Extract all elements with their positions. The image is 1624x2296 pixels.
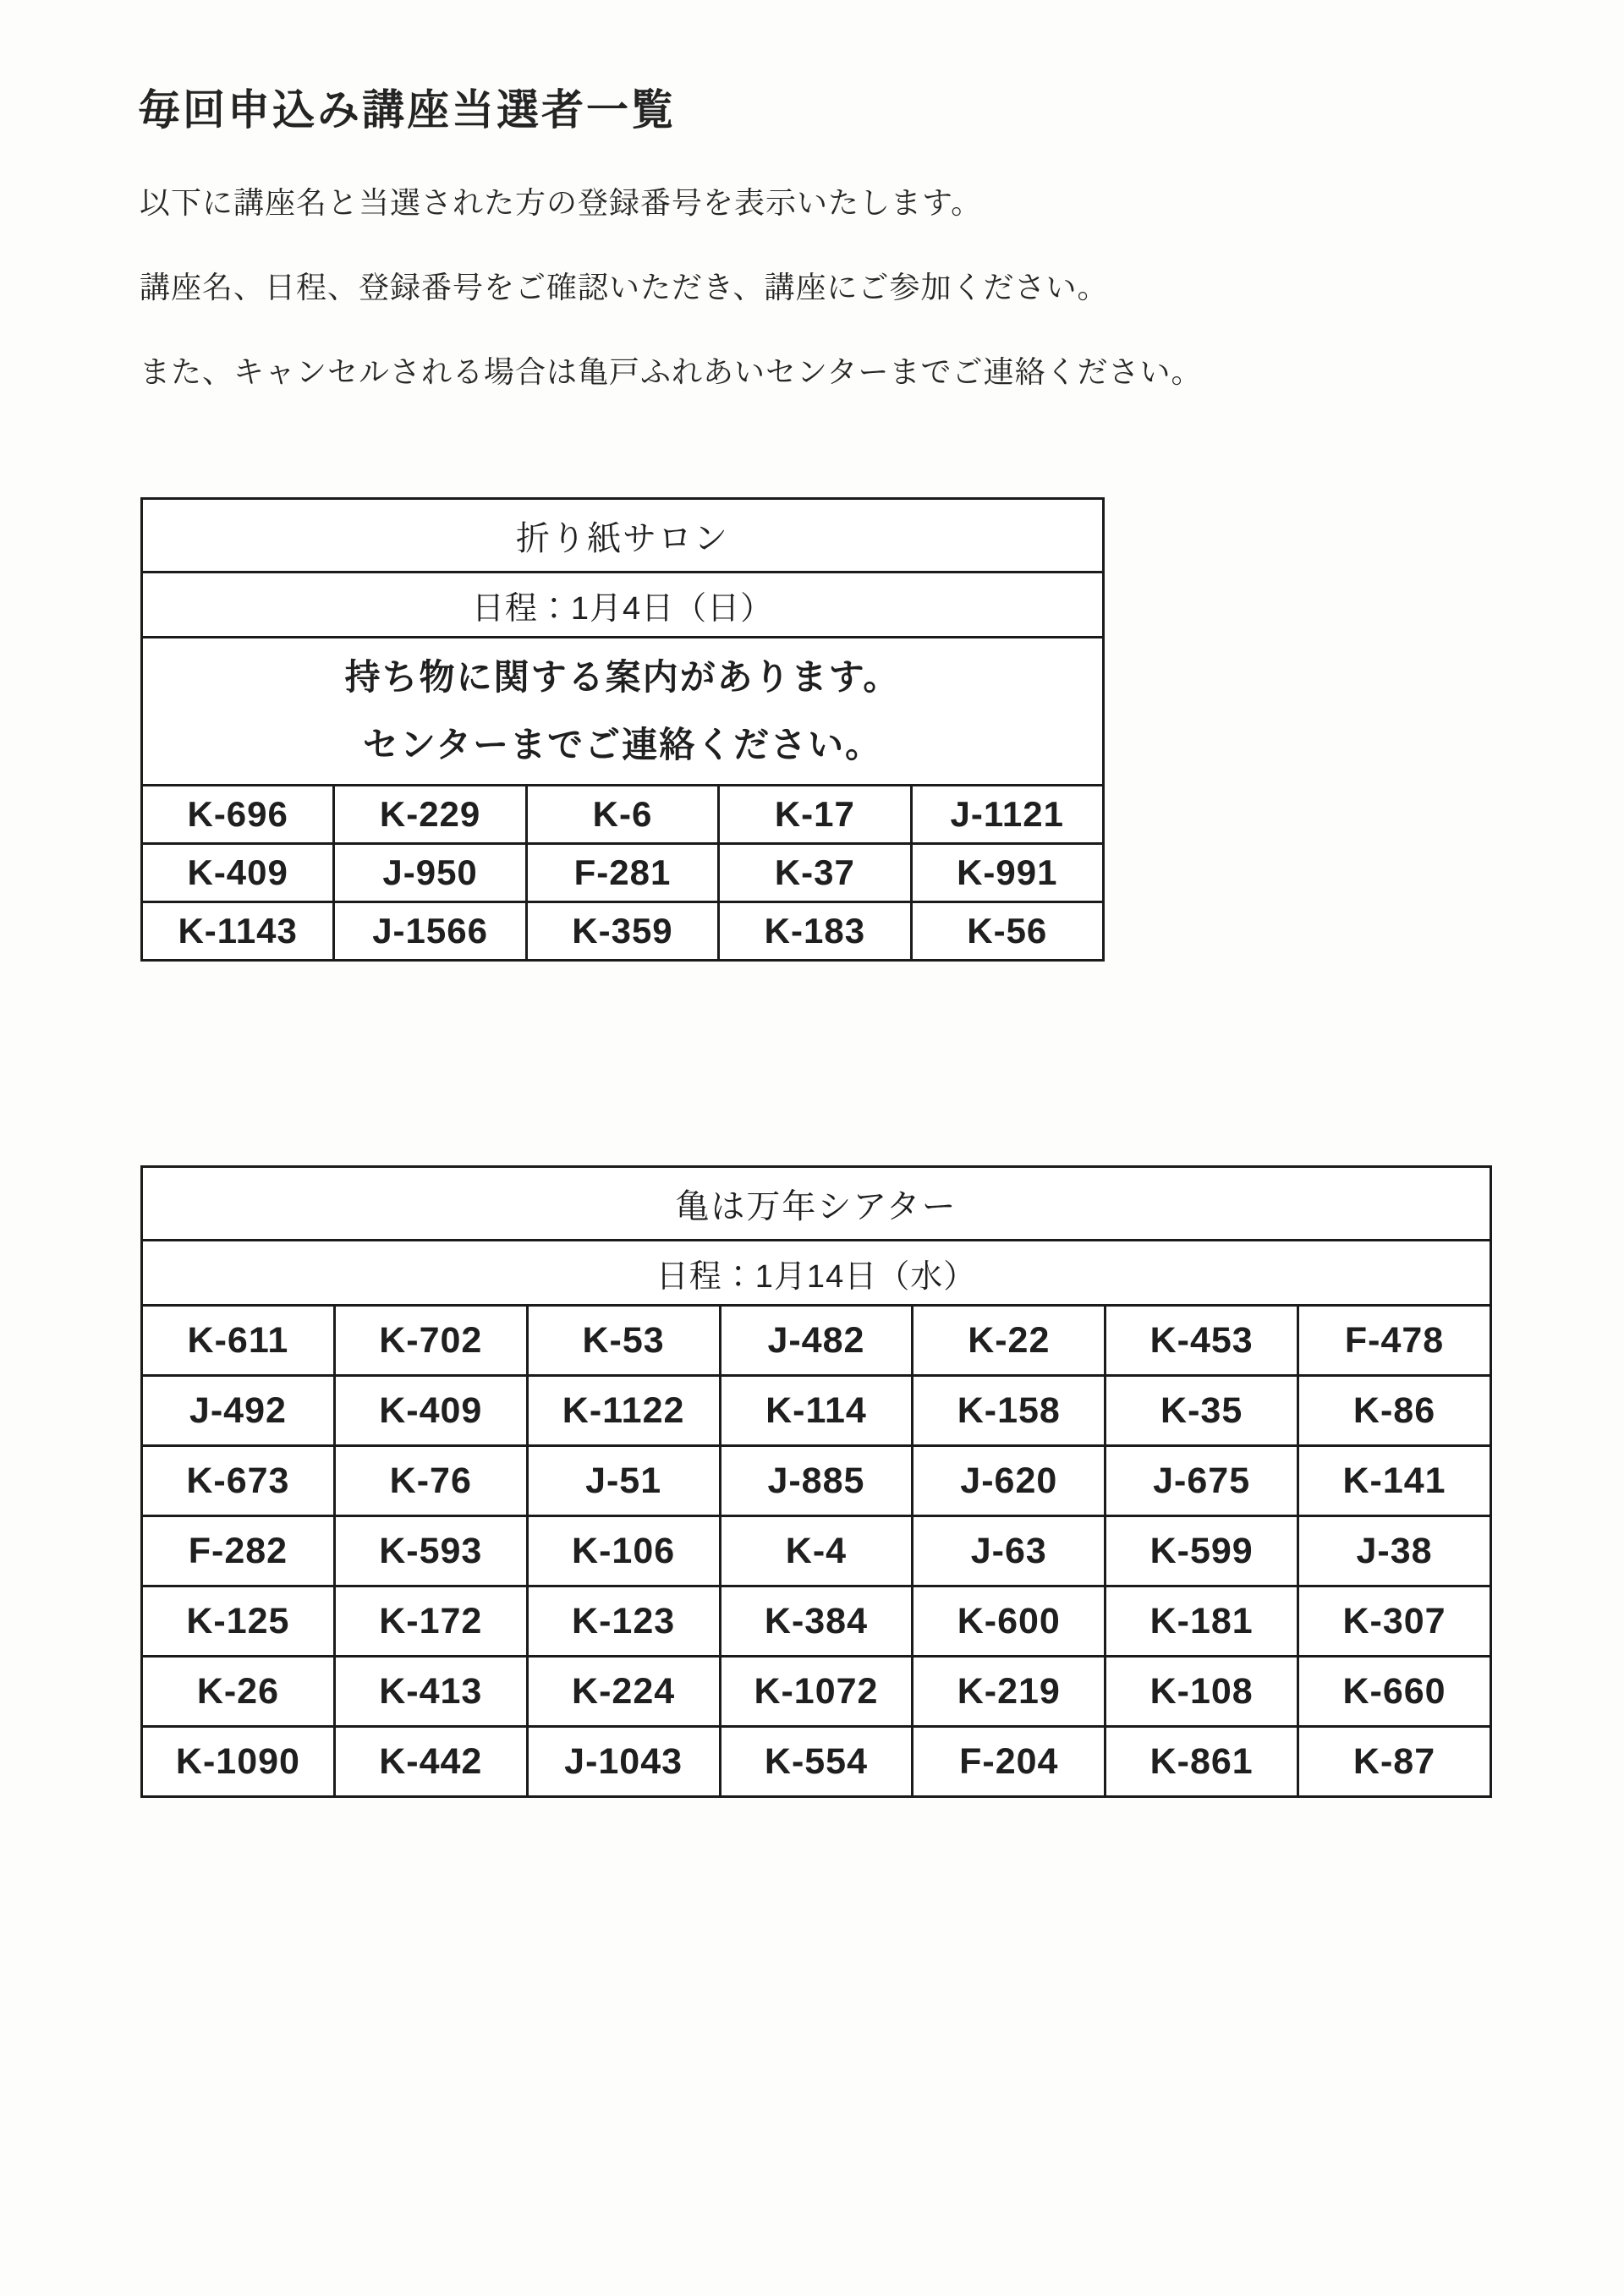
- course-note-line-1: 持ち物に関する案内があります。: [344, 657, 901, 697]
- registration-number-cell: K-1122: [527, 1376, 720, 1446]
- registration-number-cell: K-183: [719, 902, 911, 961]
- winner-row: [142, 1657, 1491, 1727]
- registration-number-cell: K-125: [142, 1586, 335, 1657]
- course-note: [142, 638, 1104, 786]
- registration-number-cell: K-593: [334, 1516, 527, 1586]
- course-schedule-row: [142, 573, 1104, 638]
- winner-row: [142, 1586, 1491, 1657]
- registration-number-cell: K-1072: [720, 1657, 913, 1727]
- winner-table-kame-theater: [140, 1165, 1492, 1798]
- registration-number-cell: K-35: [1106, 1376, 1298, 1446]
- winner-row: [142, 1727, 1491, 1797]
- registration-number-cell: K-1143: [142, 902, 334, 961]
- registration-number-cell: K-86: [1298, 1376, 1491, 1446]
- registration-number-cell: J-63: [913, 1516, 1106, 1586]
- registration-number-cell: K-56: [911, 902, 1103, 961]
- registration-number-cell: K-219: [913, 1657, 1106, 1727]
- winner-number-grid: [142, 1306, 1491, 1797]
- registration-number-cell: K-4: [720, 1516, 913, 1586]
- registration-number-cell: K-991: [911, 844, 1103, 902]
- registration-number-cell: J-675: [1106, 1446, 1298, 1516]
- registration-number-cell: K-307: [1298, 1586, 1491, 1657]
- registration-number-cell: K-453: [1106, 1306, 1298, 1376]
- registration-number-cell: F-282: [142, 1516, 335, 1586]
- registration-number-cell: K-106: [527, 1516, 720, 1586]
- registration-number-cell: K-409: [142, 844, 334, 902]
- course-title: 折り紙サロン: [142, 499, 1104, 573]
- course-title: 亀は万年シアター: [142, 1167, 1491, 1241]
- registration-number-cell: K-660: [1298, 1657, 1491, 1727]
- registration-number-cell: J-1043: [527, 1727, 720, 1797]
- registration-number-cell: J-950: [334, 844, 526, 902]
- winner-row: [142, 786, 1104, 844]
- registration-number-cell: J-38: [1298, 1516, 1491, 1586]
- registration-number-cell: J-1121: [911, 786, 1103, 844]
- registration-number-cell: K-600: [913, 1586, 1106, 1657]
- winner-row: [142, 1446, 1491, 1516]
- registration-number-cell: K-114: [720, 1376, 913, 1446]
- registration-number-cell: J-620: [913, 1446, 1106, 1516]
- registration-number-cell: K-696: [142, 786, 334, 844]
- registration-number-cell: K-123: [527, 1586, 720, 1657]
- registration-number-cell: K-224: [527, 1657, 720, 1727]
- registration-number-cell: K-87: [1298, 1727, 1491, 1797]
- intro-line-1: 以下に講座名と当選された方の登録番号を表示いたします。: [140, 185, 983, 220]
- winner-row: [142, 1306, 1491, 1376]
- registration-number-cell: F-281: [526, 844, 718, 902]
- course-note-row: [142, 638, 1104, 786]
- intro-text: [140, 179, 1510, 433]
- registration-number-cell: K-359: [526, 902, 718, 961]
- registration-number-cell: K-673: [142, 1446, 335, 1516]
- registration-number-cell: F-478: [1298, 1306, 1491, 1376]
- registration-number-cell: K-53: [527, 1306, 720, 1376]
- registration-number-cell: K-158: [913, 1376, 1106, 1446]
- registration-number-cell: K-229: [334, 786, 526, 844]
- registration-number-cell: K-141: [1298, 1446, 1491, 1516]
- course-schedule: 日程：1月4日（日）: [142, 573, 1104, 638]
- intro-line-2: 講座名、日程、登録番号をご確認いただき、講座にご参加ください。: [140, 270, 1109, 304]
- registration-number-cell: K-384: [720, 1586, 913, 1657]
- registration-number-cell: F-204: [913, 1727, 1106, 1797]
- registration-number-cell: K-181: [1106, 1586, 1298, 1657]
- registration-number-cell: J-885: [720, 1446, 913, 1516]
- intro-line-3: また、キャンセルされる場合は亀戸ふれあいセンターまでご連絡ください。: [140, 354, 1203, 389]
- winner-table-origami-salon: [140, 497, 1105, 962]
- registration-number-cell: K-6: [526, 786, 718, 844]
- registration-number-cell: J-482: [720, 1306, 913, 1376]
- course-schedule-row: [142, 1241, 1491, 1306]
- winner-row: [142, 902, 1104, 961]
- registration-number-cell: K-108: [1106, 1657, 1298, 1727]
- course-schedule: 日程：1月14日（水）: [142, 1241, 1491, 1306]
- winner-row: [142, 1516, 1491, 1586]
- registration-number-cell: K-702: [334, 1306, 527, 1376]
- page-title: 毎回申込み講座当選者一覧: [138, 86, 676, 134]
- registration-number-cell: K-17: [719, 786, 911, 844]
- registration-number-cell: K-37: [719, 844, 911, 902]
- registration-number-cell: K-26: [142, 1657, 335, 1727]
- registration-number-cell: K-409: [334, 1376, 527, 1446]
- registration-number-cell: K-172: [334, 1586, 527, 1657]
- registration-number-cell: J-492: [142, 1376, 335, 1446]
- winner-row: [142, 844, 1104, 902]
- course-note-line-2: センターまでご連絡ください。: [362, 725, 883, 764]
- registration-number-cell: J-51: [527, 1446, 720, 1516]
- registration-number-cell: K-554: [720, 1727, 913, 1797]
- registration-number-cell: K-599: [1106, 1516, 1298, 1586]
- registration-number-cell: K-861: [1106, 1727, 1298, 1797]
- registration-number-cell: K-76: [334, 1446, 527, 1516]
- registration-number-cell: K-1090: [142, 1727, 335, 1797]
- registration-number-cell: J-1566: [334, 902, 526, 961]
- winner-number-grid: [142, 786, 1104, 961]
- course-title-row: [142, 499, 1104, 573]
- registration-number-cell: K-413: [334, 1657, 527, 1727]
- course-title-row: [142, 1167, 1491, 1241]
- registration-number-cell: K-22: [913, 1306, 1106, 1376]
- registration-number-cell: K-442: [334, 1727, 527, 1797]
- registration-number-cell: K-611: [142, 1306, 335, 1376]
- winner-row: [142, 1376, 1491, 1446]
